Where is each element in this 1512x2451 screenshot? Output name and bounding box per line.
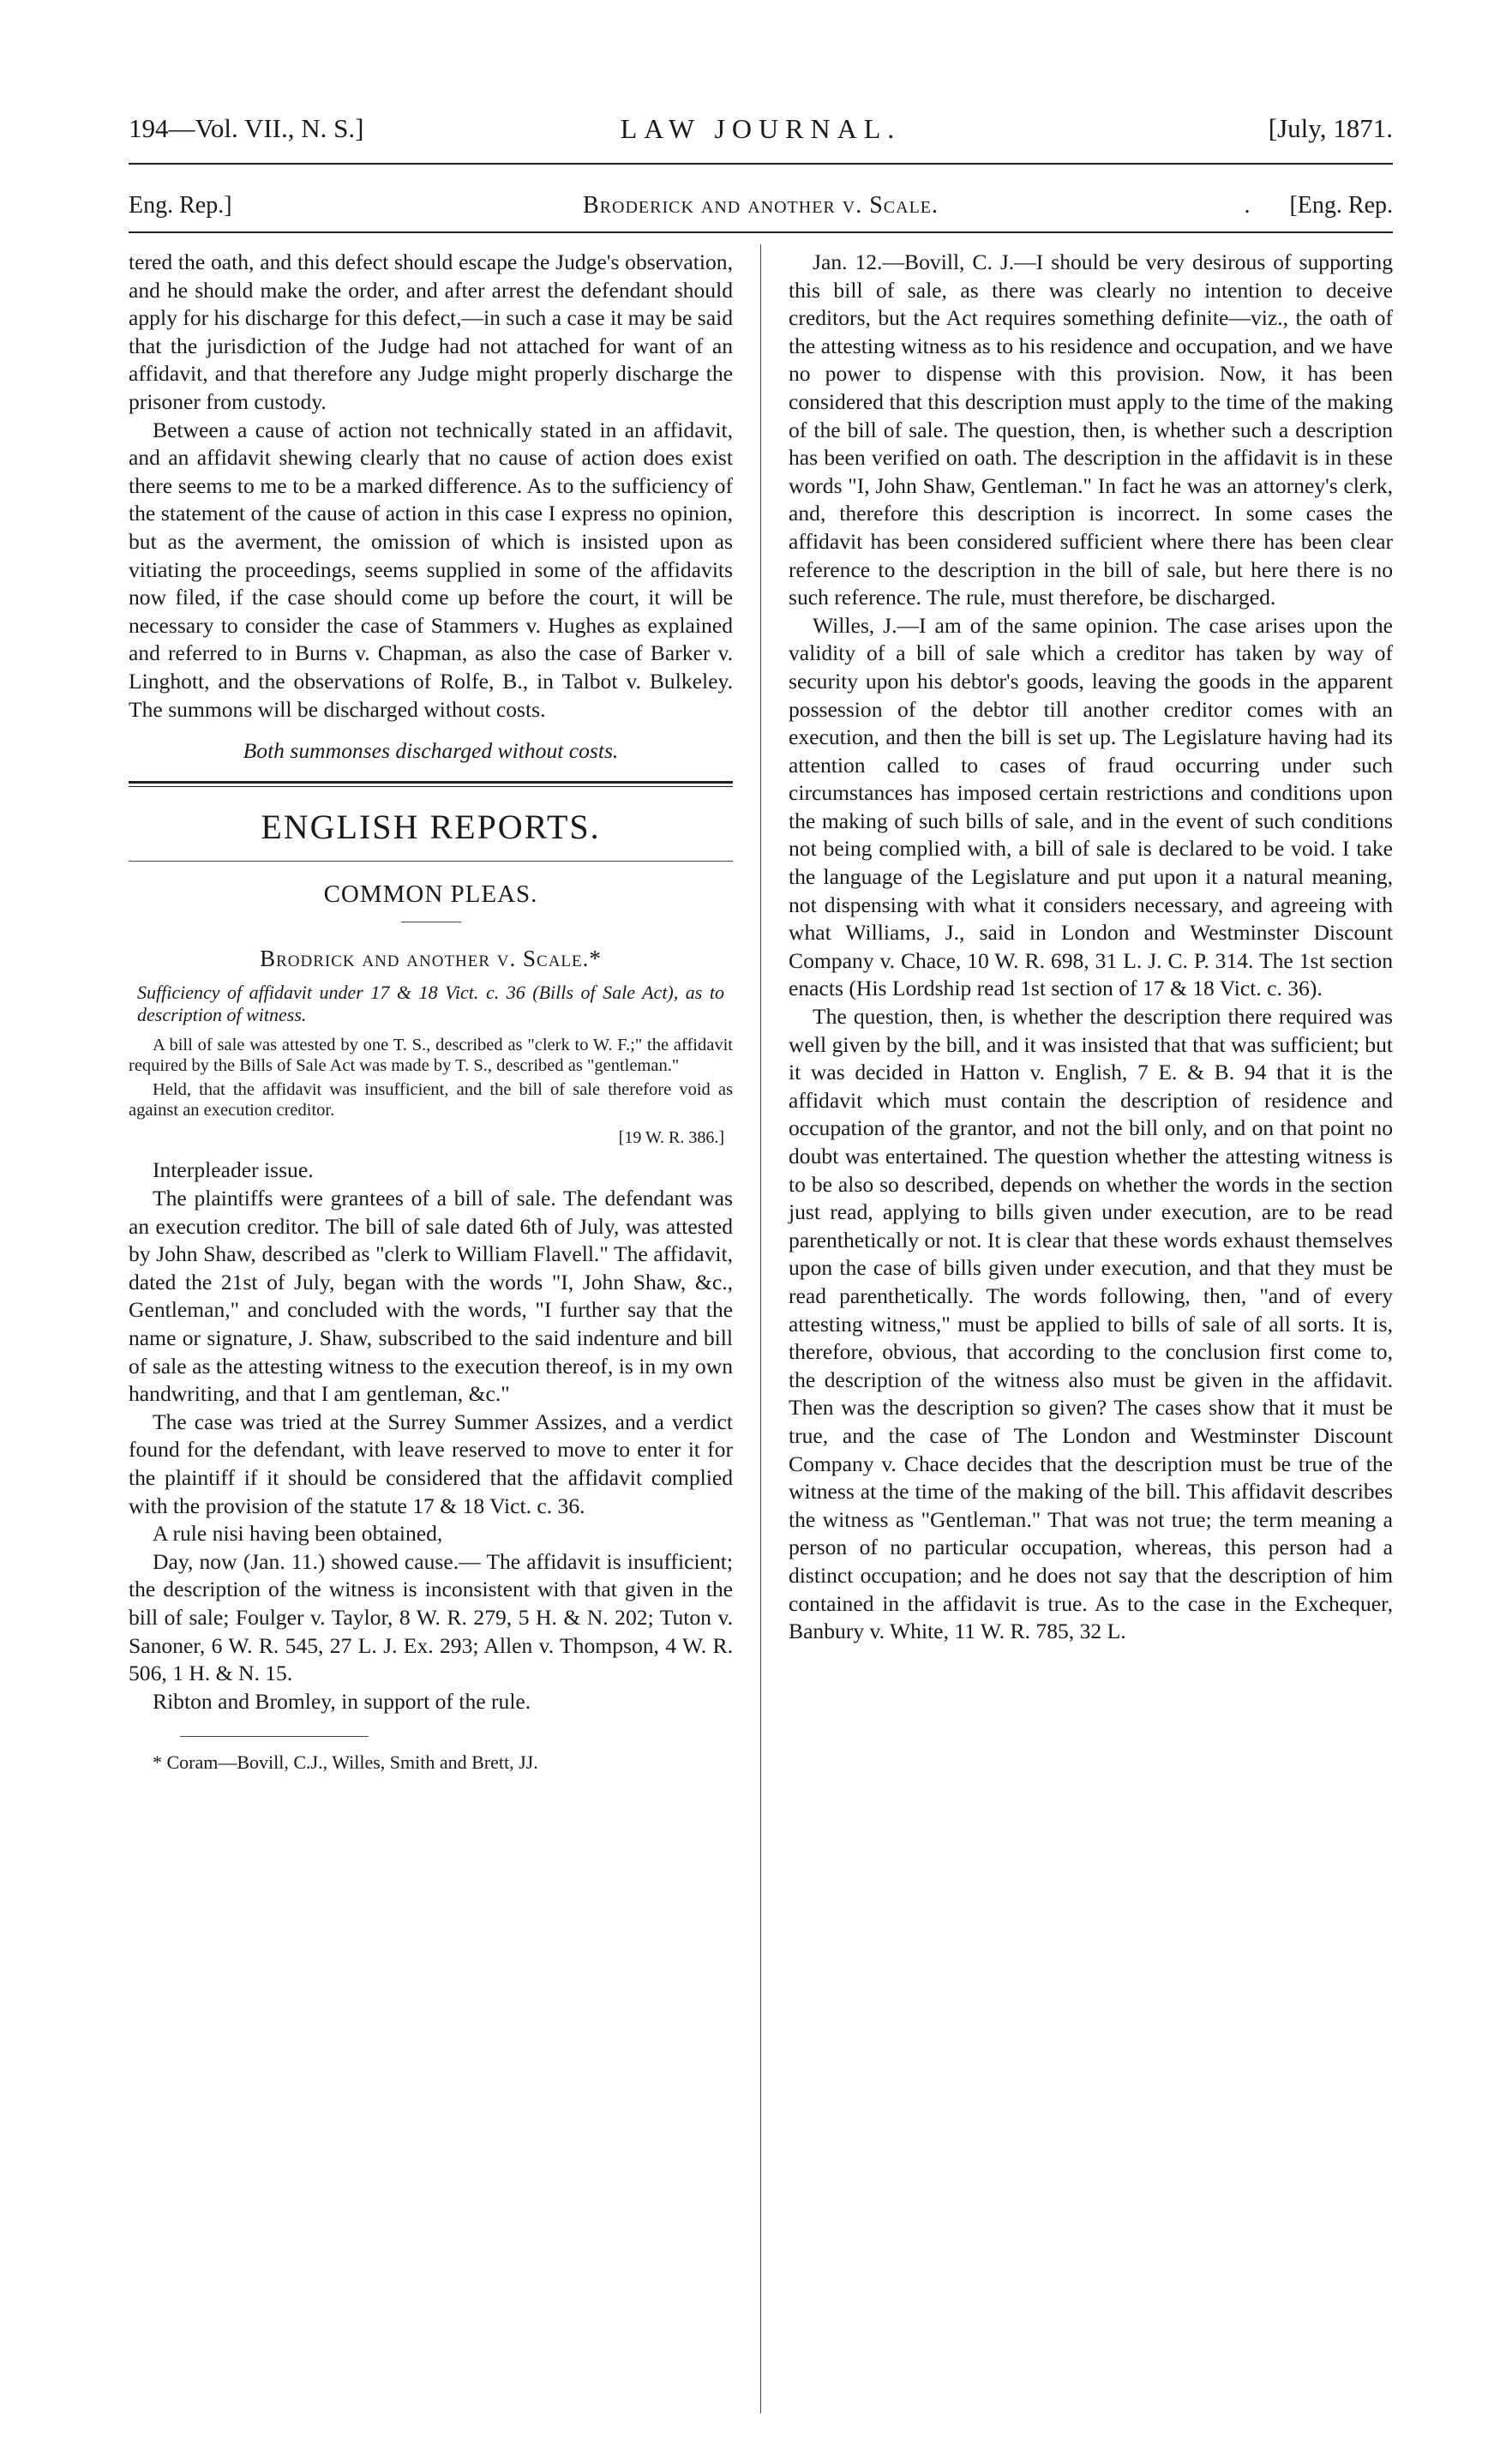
section-title-rule [129,861,733,862]
sub-head-left: Eng. Rep.] [129,192,232,219]
left-paragraph-3: Interpleader issue. [153,1157,314,1183]
right-paragraph-3: The question, then, is whether the description there required was well given by the bill, and it was insisted that that was sufficient; but it was decided in Hatton v. English, 7 E. & B. 94 that it is the affidavit which must contain the description of residence and occupation of the grantor, and not the bill only, and on that point no doubt was entertained. The question whether the attesting witness is to be also so described, depends on whether the words in the section just read, applying to bills given under execution, are to be read parenthetically or not. It is clear that these words exhaust themselves upon the case of bills given under execution, and that they must be read parenthetically. The words following, then, "and of every attesting witness," must be applied to bills of sale of all sorts. It is, therefore, obvious, that according to the conclusion first come to, the description of the witness also must be given in the affidavit. Then was the description so given? The cases show that it must be true, and the case of The London and Westminster Discount Company v. Chace decides that the description must be true of the witness at the time of the making of the bill. This affidavit describes the witness as "Gentleman." That was not true; the term meaning a person of no particular occupation, whereas, this person had a distinct occupation; and he does not say that the description of him contained in the affidavit is true. As to the case in the Exchequer, Banbury v. White, 11 W. R. 785, 32 L. [789,1004,1393,1644]
closing-disposition: Both summonses discharged without costs. [243,738,619,764]
report-citation: [19 W. R. 386.] [618,1127,724,1147]
page-volume: 194—Vol. VII., N. S.] [129,113,364,143]
syllabus-facts: A bill of sale was attested by one T. S., described as "clerk to W. F.;" the affidavit required by the Bills of Sale Act was made by T. S., described as "gentleman." [129,1035,733,1075]
sub-head-right-group [1244,192,1393,219]
journal-title: LAW JOURNAL. [620,112,902,144]
journal-page [129,103,1393,2418]
left-paragraph-4: The plaintiffs were grantees of a bill of sale. The defendant was an execution creditor. The bill of sale dated 6th of July, was attested by John Shaw, described as "clerk to William Flavell." The affidavit, dated the 21st of July, began with the words "I, John Shaw, &c., Gentleman," and concluded with the words, "I further say that the name or signature, J. Shaw, subscribed to the said indenture and bill of sale as the attesting witness to the execution thereof, is in my own handwriting, and that I am gentleman, &c." [129,1186,733,1407]
headnote: Sufficiency of affidavit under 17 & 18 Vict. c. 36 (Bills of Sale Act), as to description of witness. [137,981,724,1025]
sub-head-dot: . [1244,192,1251,219]
header-rule [129,163,1393,165]
section-title: ENGLISH REPORTS. [261,807,601,846]
left-paragraph-1: tered the oath, and this defect should escape the Judge's observation, and he should make the order, and after arrest the defendant should apply for his discharge for this defect,—in such a case it may be said that the jurisdiction of the Judge had not attached for want of an affidavit, and that therefore any Judge might properly discharge the prisoner from custody. [129,249,733,414]
left-paragraph-5: The case was tried at the Surrey Summer Assizes, and a verdict found for the defendant, with leave reserved to move to enter it for the plaintiff if it should be considered that the affidavit complied with the provision of the statute 17 & 18 Vict. c. 36. [129,1409,733,1518]
sub-head-rule [129,231,1393,233]
running-head [129,103,1393,154]
left-paragraph-8: Ribton and Bromley, in support of the rule. [153,1688,531,1714]
column-divider [760,244,761,2413]
sub-head-case: Broderick and another v. Scale. [582,192,939,219]
left-paragraph-7: Day, now (Jan. 11.) showed cause.— The affidavit is insufficient; the description of the witness is inconsistent with that given in the bill of sale; Foulger v. Taylor, 8 W. R. 279, 5 H. & N. 202; Tuton v. Sanoner, 6 W. R. 545, 27 L. J. Ex. 293; Allen v. Thompson, 4 W. R. 506, 1 H. & N. 15. [129,1548,733,1686]
sub-head-right: [Eng. Rep. [1289,192,1393,219]
right-paragraph-1: Jan. 12.—Bovill, C. J.—I should be very desirous of supporting this bill of sale, as there was clearly no intention to deceive creditors, but the Act requires something definite—viz., the oath of the attesting witness as to his residence and occupation, and we have no power to dispense with this provision. Now, it has been considered that this description must apply to the time of the making of the bill of sale. The question, then, is whether such a description has been verified on oath. The description in the affidavit is in these words "I, John Shaw, Gentleman." In fact he was an attorney's clerk, and, therefore this description is incorrect. In some cases the affidavit has been considered sufficient where there has been clear reference to the description in the bill of sale, but here there is no such reference. The rule, must therefore, be discharged. [789,249,1393,610]
left-paragraph-2: Between a cause of action not technically stated in an affidavit, and an affidavit shewing clearly that no cause of action does exist there seems to me to be a marked difference. As to the sufficiency of the statement of the cause of action in this case I express no opinion, but as the averment, the omission of which is insisted upon as vitiating the proceedings, seems supplied in some of the affidavits now filed, if the case should come up before the court, it will be necessary to consider the case of Stammers v. Hughes as explained and referred to in Burns v. Chapman, as also the case of Barker v. Linghott, and the observations of Rolfe, B., in Talbot v. Bulkeley. The summons will be discharged without costs. [129,417,733,722]
right-column [789,249,1393,1646]
left-paragraph-6: A rule nisi having been obtained, [153,1521,443,1547]
footnote-rule [180,1736,369,1737]
section-divider [129,781,733,787]
syllabus-held: Held, that the affidavit was insufficient, and the bill of sale therefore void as against an execution creditor. [129,1079,733,1120]
court-name: COMMON PLEAS. [323,880,538,908]
left-column [129,249,733,1777]
footnote: * Coram—Bovill, C.J., Willes, Smith and Brett, JJ. [153,1751,538,1774]
issue-date: [July, 1871. [1268,113,1393,143]
case-title: Brodrick and another v. Scale.* [260,946,602,972]
sub-head [129,184,1393,227]
right-paragraph-2: Willes, J.—I am of the same opinion. The case arises upon the validity of a bill of sale which a creditor has taken by way of security upon his debtor's goods, leaving the goods in the apparent possession of the debtor till another creditor comes with an execution, and then the bill is set up. The Legislature having had its attention called to cases of fraud occurring under such circumstances has imposed certain restrictions and conditions upon the making of such bills of sale, and in the event of such conditions not being complied with, a bill of sale is declared to be void. I take the language of the Legislature and put upon it a natural meaning, not dispensing with what it considers necessary, and agreeing with what Williams, J., said in London and Westminster Discount Company v. Chace, 10 W. R. 698, 31 L. J. C. P. 314. The 1st section enacts (His Lordship read 1st section of 17 & 18 Vict. c. 36). [789,612,1393,1001]
